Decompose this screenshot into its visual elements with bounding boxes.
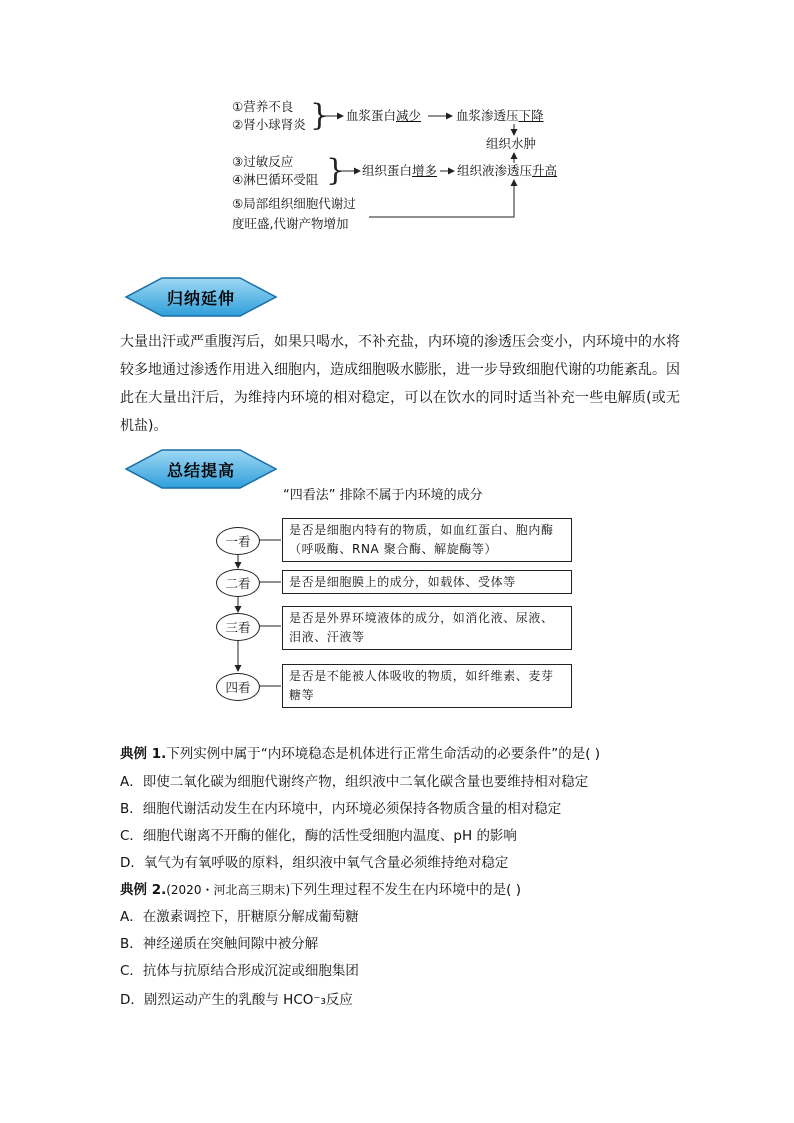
- example-2-question: 下列生理过程不发生在内环境中的是( ): [290, 882, 521, 898]
- example-1-option-b: B．细胞代谢活动发生在内环境中，内环境必须保持各物质含量的相对稳定: [120, 801, 562, 817]
- step-3-box: 是否是外界环境液体的成分，如消化液、尿液、泪液、汗液等: [282, 606, 572, 650]
- tissue-osmotic-change: 升高: [532, 163, 558, 178]
- cause-3: ③过敏反应: [232, 154, 294, 169]
- step-4-box: 是否是不能被人体吸收的物质，如纤维素、麦芽糖等: [282, 664, 572, 708]
- tissue-protein-text: 组织蛋白: [362, 163, 413, 178]
- induction-banner-title: 归纳延伸: [166, 288, 235, 308]
- cause-4: ④淋巴循环受阻: [232, 172, 319, 187]
- summary-banner-title: 总结提高: [166, 460, 235, 480]
- brace-2: }: [326, 153, 346, 188]
- example-1-option-a: A．即使二氧化碳为细胞代谢终产物，组织液中二氧化碳含量也要维持相对稳定: [120, 774, 589, 790]
- tissue-osmotic-text: 组织液渗透压: [457, 163, 533, 178]
- example-2-option-b: B．神经递质在突触间隙中被分解: [120, 936, 319, 952]
- example-2-source: (2020・河北高三期末): [166, 883, 291, 897]
- tissue-protein-change: 增多: [412, 163, 438, 178]
- brace-1: }: [310, 98, 330, 133]
- step-4-oval: 四看: [216, 673, 260, 701]
- example-2-option-c: C．抗体与抗原结合形成沉淀或细胞集团: [120, 963, 359, 979]
- cause-2: ②肾小球肾炎: [232, 117, 306, 132]
- step-2-box: 是否是细胞膜上的成分，如载体、受体等: [282, 570, 572, 594]
- plasma-protein-change: 减少: [396, 108, 422, 123]
- edema-node: 组织水肿: [486, 136, 537, 151]
- example-2-option-a: A．在激素调控下，肝糖原分解成葡萄糖: [120, 909, 359, 925]
- induction-paragraph: 大量出汗或严重腹泻后，如果只喝水，不补充盐，内环境的渗透压会变小，内环境中的水将较多地通过渗透作用进入细胞内，造成细胞吸水膨胀，进一步导致细胞代谢的功能紊乱。因此在大量出汗后，为维持内环境的相对稳定，可以在饮水的同时适当补充一些电解质(或无机盐)。: [120, 334, 680, 434]
- plasma-osmotic-change: 下降: [518, 108, 544, 123]
- example-2-label: 典例 2.: [120, 882, 167, 898]
- step-3-oval: 三看: [216, 613, 260, 641]
- example-1-question: 下列实例中属于“内环境稳态是机体进行正常生命活动的必要条件”的是( ): [166, 746, 601, 762]
- step-2-oval: 二看: [216, 569, 260, 597]
- cause-5-line2: 度旺盛,代谢产物增加: [232, 216, 349, 231]
- plasma-protein-text: 血浆蛋白: [346, 108, 397, 123]
- four-look-caption: “四看法” 排除不属于内环境的成分: [283, 488, 483, 503]
- cause-5-line1: ⑤局部组织细胞代谢过: [232, 196, 356, 211]
- example-1-stem: [120, 744, 600, 764]
- example-2-stem: [120, 880, 521, 900]
- step-1-oval: 一看: [216, 527, 260, 555]
- plasma-osmotic-text: 血浆渗透压: [456, 108, 519, 123]
- example-2-option-d: D．剧烈运动产生的乳酸与 HCO⁻₃反应: [120, 992, 353, 1008]
- example-1-option-d: D．氧气为有氧呼吸的原料，组织液中氧气含量必须维持绝对稳定: [120, 855, 509, 871]
- example-1-option-c: C．细胞代谢离不开酶的催化，酶的活性受细胞内温度、pH 的影响: [120, 828, 517, 844]
- example-1-label: 典例 1.: [120, 746, 167, 762]
- step-1-box: 是否是细胞内特有的物质，如血红蛋白、胞内酶（呼吸酶、RNA 聚合酶、解旋酶等）: [282, 518, 572, 562]
- cause-1: ①营养不良: [232, 99, 294, 114]
